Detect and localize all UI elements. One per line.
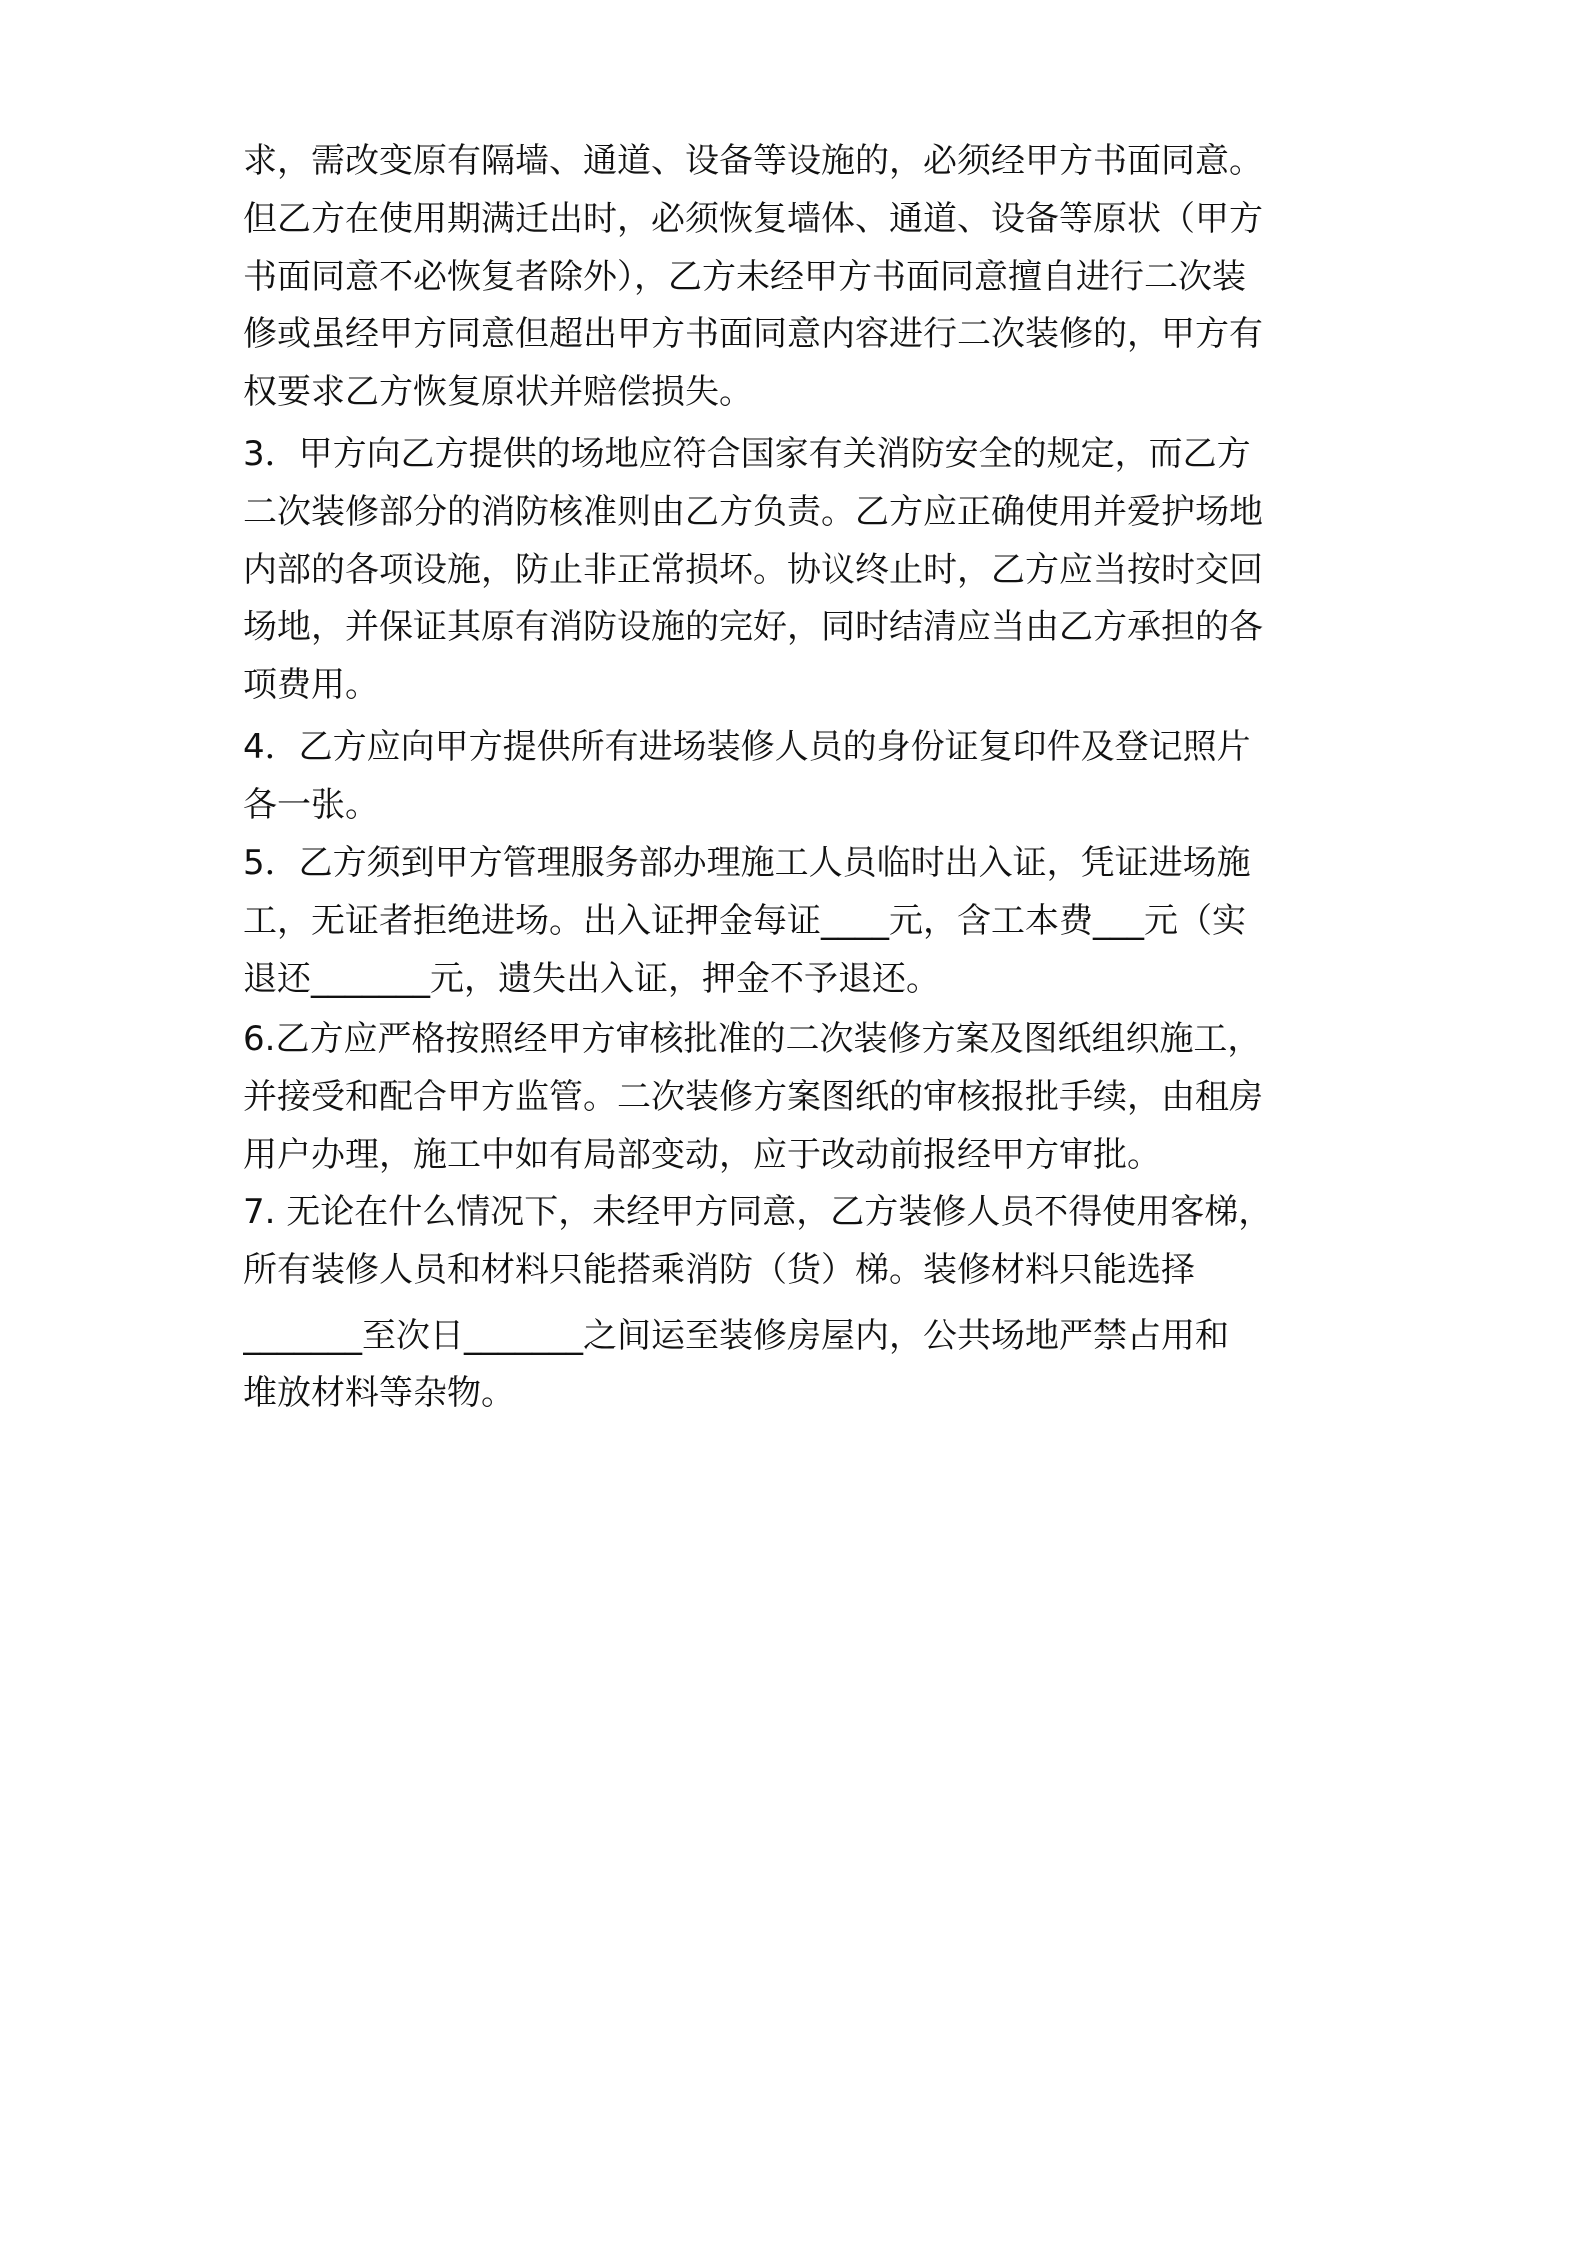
text-line: 3．甲方向乙方提供的场地应符合国家有关消防安全的规定，而乙方 [243,434,1251,474]
text-line: 但乙方在使用期满迁出时，必须恢复墙体、通道、设备等原状（甲方 [243,199,1263,239]
text-line: 退还_______元，遗失出入证，押金不予退还。 [243,959,940,999]
text-line: 项费用。 [243,665,379,705]
text-line: 用户办理，施工中如有局部变动，应于改动前报经甲方审批。 [243,1135,1161,1175]
text-line: 工，无证者拒绝进场。出入证押金每证____元，含工本费___元（实 [243,901,1246,941]
text-line: 所有装修人员和材料只能搭乘消防（货）梯。装修材料只能选择 [243,1250,1195,1290]
text-line: 权要求乙方恢复原状并赔偿损失。 [243,372,753,412]
text-line: 6.乙方应严格按照经甲方审核批准的二次装修方案及图纸组织施工， [243,1019,1262,1059]
text-line: 二次装修部分的消防核准则由乙方负责。乙方应正确使用并爱护场地 [243,492,1263,532]
text-line: 内部的各项设施，防止非正常损坏。协议终止时，乙方应当按时交回 [243,550,1263,590]
text-line: 各一张。 [243,785,379,825]
text-line: 场地，并保证其原有消防设施的完好，同时结清应当由乙方承担的各 [243,607,1263,647]
text-line: 书面同意不必恢复者除外），乙方未经甲方书面同意擅自进行二次装 [243,257,1246,297]
text-line: 7. 无论在什么情况下，未经甲方同意，乙方装修人员不得使用客梯， [243,1192,1273,1232]
text-line: 修或虽经甲方同意但超出甲方书面同意内容进行二次装修的，甲方有 [243,314,1263,354]
text-line: 堆放材料等杂物。 [243,1373,515,1413]
text-line: 5．乙方须到甲方管理服务部办理施工人员临时出入证，凭证进场施 [243,843,1251,883]
text-line: 4．乙方应向甲方提供所有进场装修人员的身份证复印件及登记照片 [243,727,1251,767]
text-line: _______至次日_______之间运至装修房屋内，公共场地严禁占用和 [243,1316,1229,1356]
text-line: 并接受和配合甲方监管。二次装修方案图纸的审核报批手续，由租房 [243,1077,1263,1117]
text-line: 求，需改变原有隔墙、通道、设备等设施的，必须经甲方书面同意。 [243,141,1263,181]
